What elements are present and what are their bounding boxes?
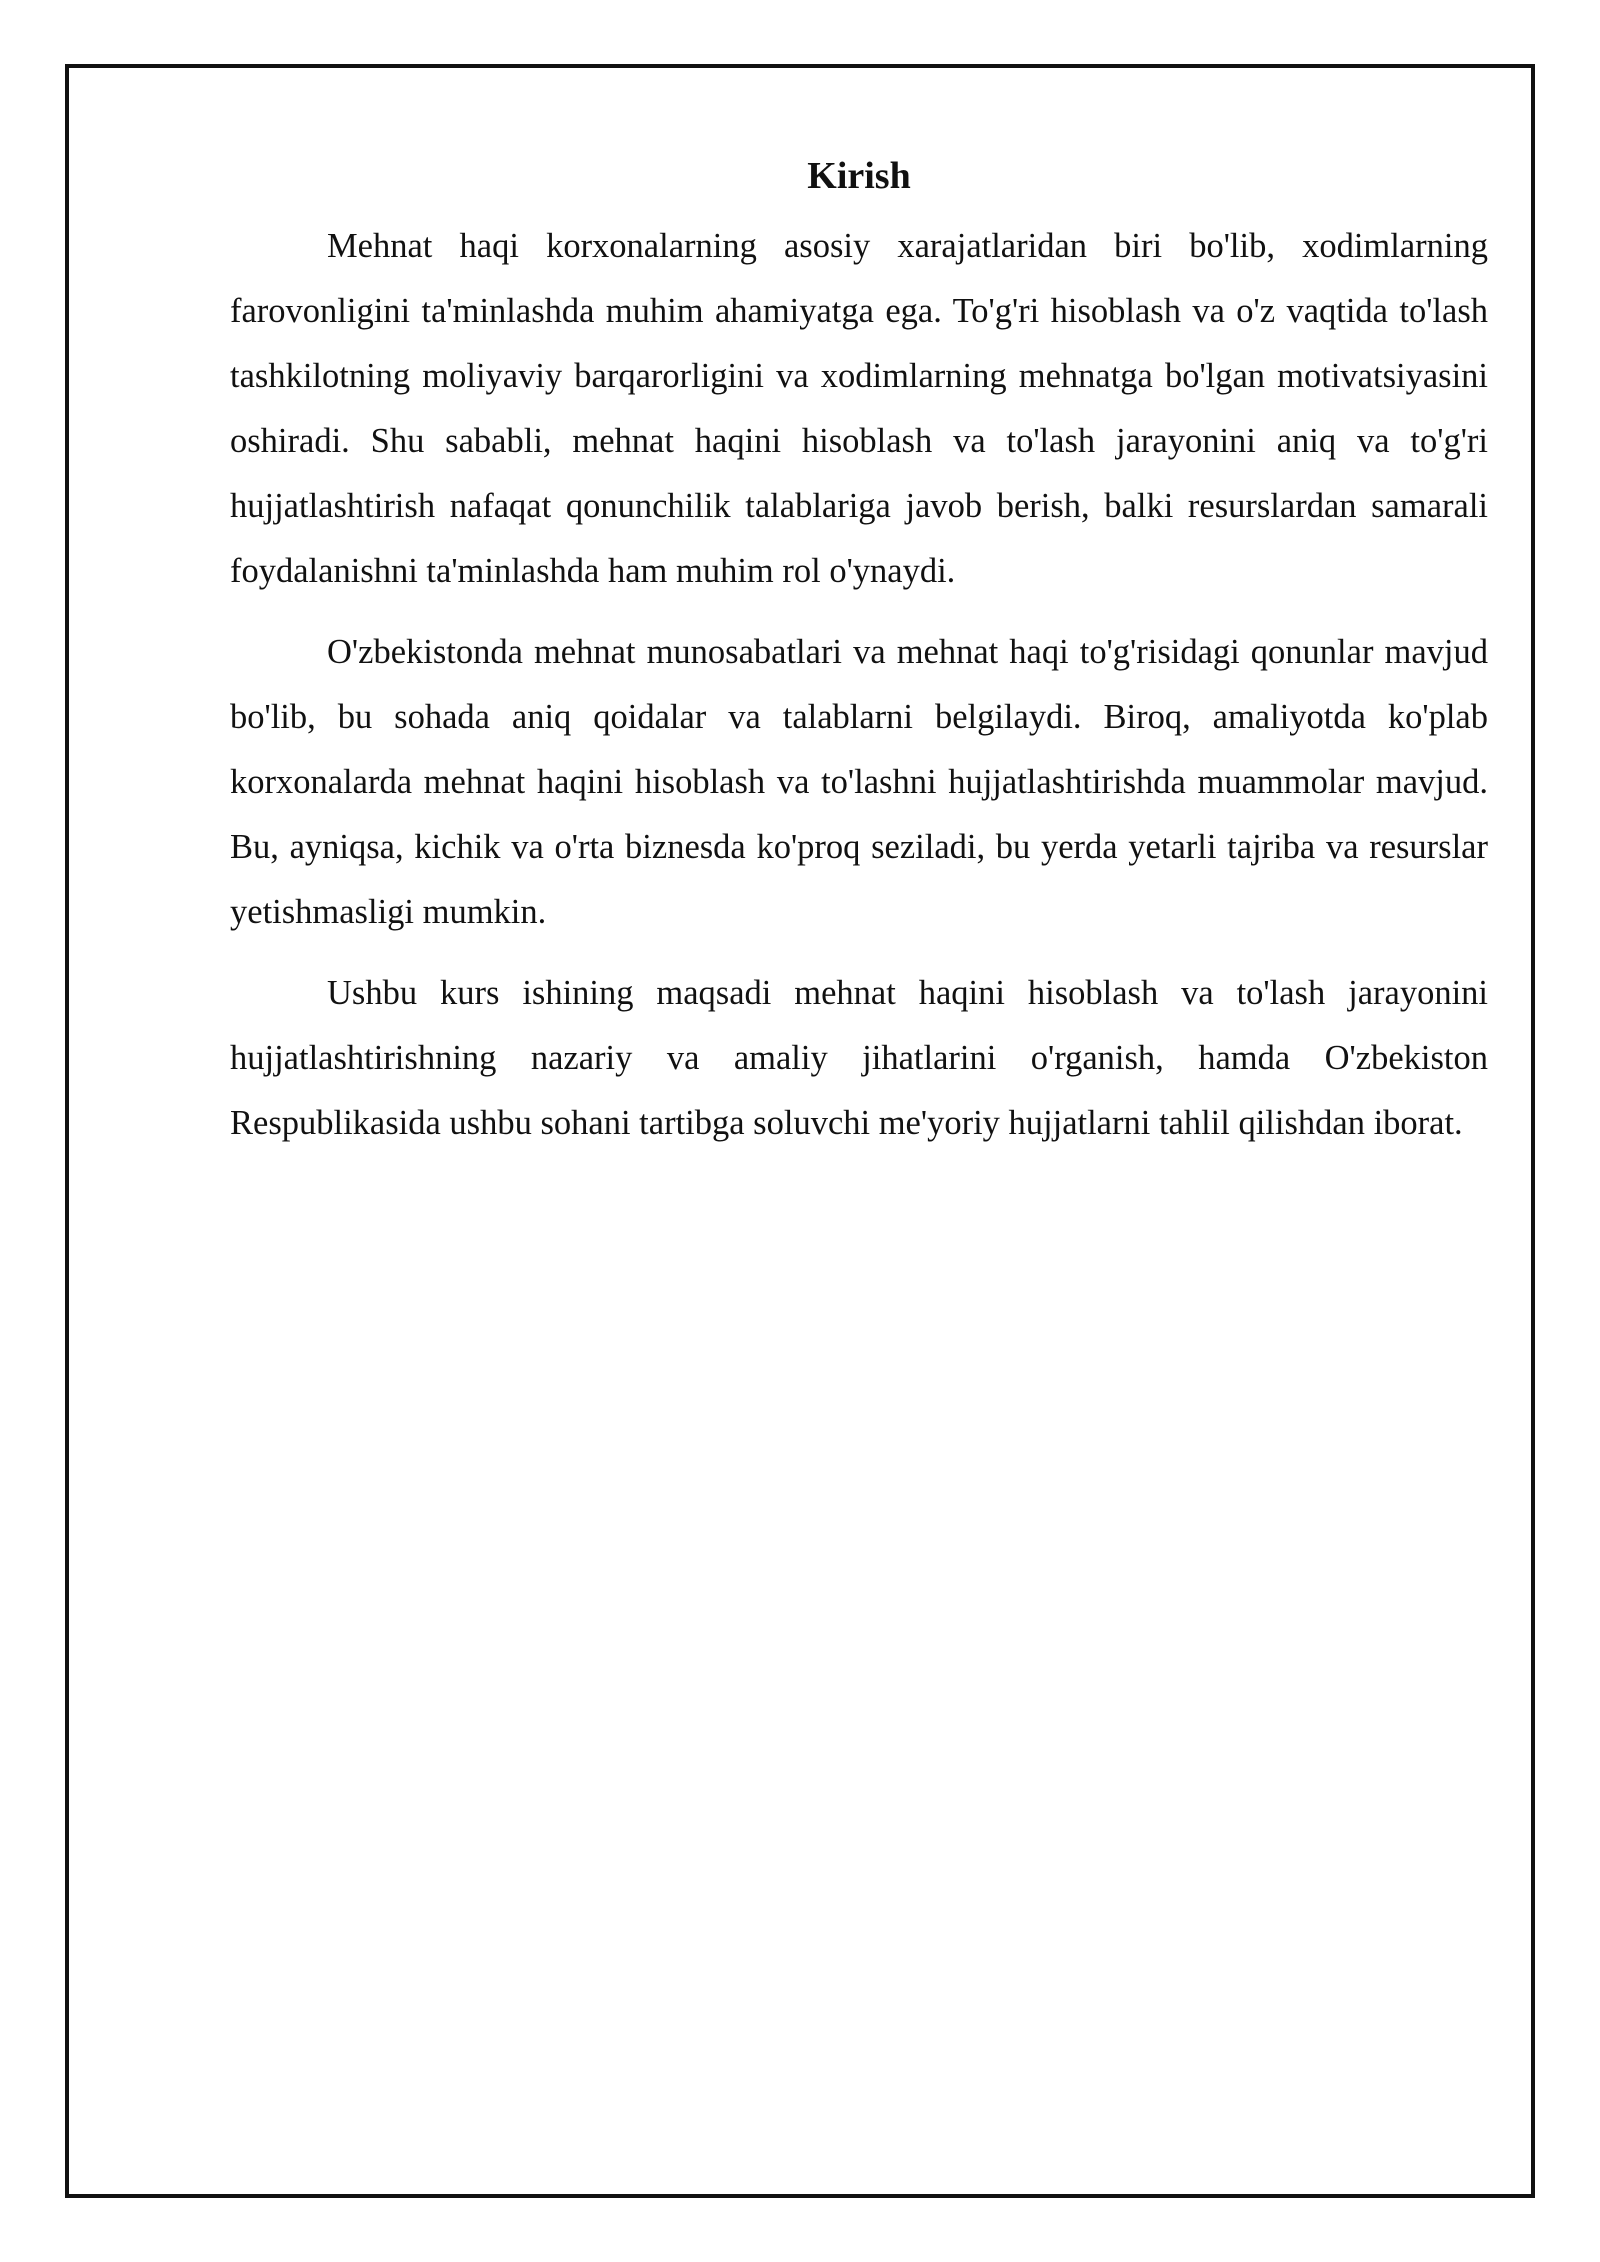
document-body xyxy=(230,150,1488,1172)
document-title: Kirish xyxy=(807,155,911,197)
paragraph-1: Mehnat haqi korxonalarning asosiy xarajatlaridan biri bo'lib, xodimlarning farovonligini ta'minlashda muhim ahamiyatga ega. To'g'ri hisoblash va o'z vaqtida to'lash tashkilotning moliyaviy barqarorligini va xodimlarning mehnatga bo'lgan motivatsiyasini oshiradi. Shu sababli, mehnat haqini hisoblash va to'lash jarayonini aniq va to'g'ri hujjatlashtirish nafaqat qonunchilik talablariga javob berish, balki resurslardan samarali foydalanishni ta'minlashda ham muhim rol o'ynaydi. xyxy=(230,227,1488,590)
paragraph-3: Ushbu kurs ishining maqsadi mehnat haqini hisoblash va to'lash jarayonini hujjatlashtirishning nazariy va amaliy jihatlarini o'rganish, hamda O'zbekiston Respublikasida ushbu sohani tartibga soluvchi me'yoriy hujjatlarni tahlil qilishdan iborat. xyxy=(230,974,1488,1142)
paragraph-2: O'zbekistonda mehnat munosabatlari va mehnat haqi to'g'risidagi qonunlar mavjud bo'lib, bu sohada aniq qoidalar va talablarni belgilaydi. Biroq, amaliyotda ko'plab korxonalarda mehnat haqini hisoblash va to'lashni hujjatlashtirishda muammolar mavjud. Bu, ayniqsa, kichik va o'rta biznesda ko'proq seziladi, bu yerda yetarli tajriba va resurslar yetishmasligi mumkin. xyxy=(230,633,1488,931)
